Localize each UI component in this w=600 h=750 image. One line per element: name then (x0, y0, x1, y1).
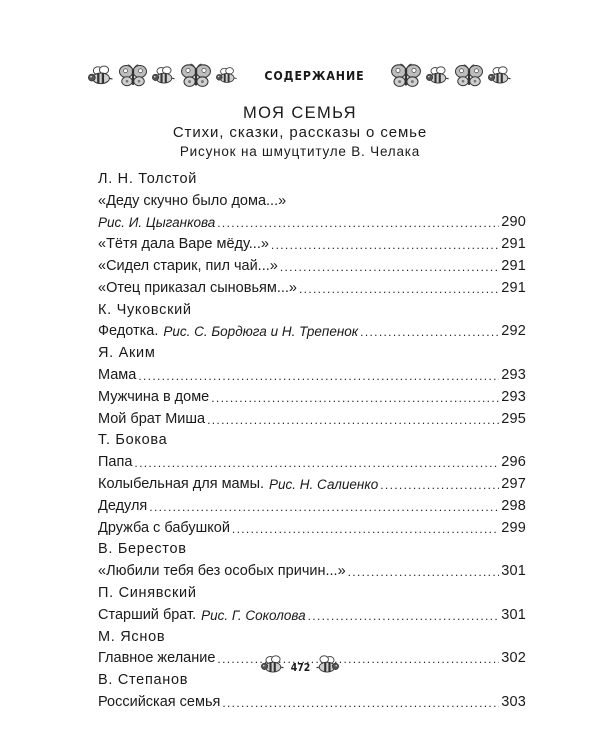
entry-illustrator: Рис. Г. Соколова (201, 607, 306, 623)
author-name: В. Берестов (98, 541, 187, 558)
dot-leader (134, 456, 499, 471)
entry-page: 293 (501, 388, 526, 405)
toc-entry (98, 493, 526, 515)
entry-page: 302 (501, 650, 526, 667)
dot-leader (211, 391, 499, 406)
toc-entry (98, 384, 526, 406)
toc-entry (98, 558, 526, 580)
entry-title: «Сидел старик, пил чай...» (98, 257, 278, 274)
entry-title: Российская семья (98, 693, 221, 710)
section-title: МОЯ СЕМЬЯ (243, 104, 357, 122)
dot-leader (299, 282, 499, 297)
dot-leader (360, 325, 499, 340)
entry-page: 293 (501, 366, 526, 383)
toc-entry (98, 231, 526, 253)
entry-title: «Любили тебя без особых причин...» (98, 563, 346, 580)
entry-title: Дедуля (98, 497, 148, 514)
bee-icon (488, 66, 512, 86)
dot-leader (149, 500, 499, 515)
toc-entry (98, 449, 526, 471)
dot-leader (348, 565, 500, 580)
table-of-contents (98, 166, 526, 711)
entry-title: Колыбельная для мамы. (98, 475, 265, 492)
page-number: 472 (290, 661, 310, 674)
toc-author (98, 340, 526, 362)
page-footer (0, 655, 600, 680)
dot-leader (217, 216, 499, 231)
dot-leader (138, 369, 499, 384)
butterfly-icon (454, 63, 484, 89)
toc-author (98, 537, 526, 559)
entry-illustrator: Рис. Н. Салиенко (269, 476, 379, 492)
toc-entry (98, 471, 526, 493)
header-decoration-left (88, 62, 238, 90)
toc-author (98, 297, 526, 319)
dot-leader (380, 478, 499, 493)
author-name: В. Степанов (98, 672, 189, 689)
entry-page: 297 (501, 475, 526, 492)
entry-title: «Тётя дала Варе мёду...» (98, 236, 269, 253)
dot-leader (232, 522, 499, 537)
toc-entry (98, 406, 526, 428)
entry-page: 299 (501, 519, 526, 536)
toc-author (98, 428, 526, 450)
toc-entry (98, 275, 526, 297)
entry-page: 291 (501, 257, 526, 274)
entry-page: 291 (501, 279, 526, 296)
butterfly-icon (390, 62, 422, 90)
entry-page: 301 (501, 606, 526, 623)
toc-author (98, 624, 526, 646)
author-name: Л. Н. Толстой (98, 170, 198, 187)
author-name: Т. Бокова (98, 432, 168, 449)
entry-title: Папа (98, 454, 133, 471)
toc-entry (98, 602, 526, 624)
section-heading (0, 103, 600, 161)
toc-author (98, 166, 526, 188)
author-name: М. Яснов (98, 628, 166, 645)
header-decoration-right (390, 62, 512, 90)
entry-illustrator: Рис. И. Цыганкова (98, 215, 216, 231)
entry-title: Мой брат Миша (98, 410, 206, 427)
entry-page: 292 (501, 323, 526, 340)
entry-page: 291 (501, 236, 526, 253)
entry-page: 298 (501, 497, 526, 514)
butterfly-icon (118, 63, 148, 89)
author-name: Я. Аким (98, 345, 156, 362)
toc-entry (98, 210, 526, 232)
entry-page: 301 (501, 563, 526, 580)
bee-icon (88, 65, 114, 87)
dot-leader (222, 696, 499, 711)
bee-icon (152, 66, 176, 86)
toc-entry (98, 188, 526, 210)
toc-entry (98, 319, 526, 341)
section-note: Рисунок на шмуцтитуле В. Челака (179, 144, 421, 159)
bee-icon (315, 655, 339, 680)
entry-title: Мужчина в доме (98, 388, 210, 405)
bee-icon (261, 655, 285, 680)
header-title: СОДЕРЖАНИЕ (263, 69, 365, 83)
entry-page: 290 (501, 214, 526, 231)
entry-title: Мама (98, 366, 137, 383)
toc-entry (98, 515, 526, 537)
author-name: К. Чуковский (98, 301, 192, 318)
entry-page: 303 (501, 693, 526, 710)
entry-page: 295 (501, 410, 526, 427)
bee-icon (216, 67, 238, 85)
entry-illustrator: Рис. С. Бордюга и Н. Трепенок (163, 324, 359, 340)
dot-leader (308, 609, 500, 624)
entry-title: Старший брат. (98, 606, 197, 623)
entry-title: Федотка. (98, 323, 159, 340)
butterfly-icon (180, 62, 212, 90)
toc-author (98, 580, 526, 602)
entry-page: 296 (501, 454, 526, 471)
toc-entry (98, 362, 526, 384)
entry-title: Главное желание (98, 650, 216, 667)
section-subtitle: Стихи, сказки, рассказы о семье (172, 124, 428, 141)
running-header (88, 58, 512, 94)
bee-icon (426, 66, 450, 86)
toc-entry (98, 253, 526, 275)
entry-title: «Отец приказал сыновьям...» (98, 279, 297, 296)
dot-leader (280, 260, 499, 275)
dot-leader (207, 413, 499, 428)
toc-entry (98, 689, 526, 711)
entry-title: Дружба с бабушкой (98, 519, 230, 536)
dot-leader (271, 238, 499, 253)
entry-title: «Деду скучно было дома...» (98, 192, 287, 209)
author-name: П. Синявский (98, 584, 197, 601)
